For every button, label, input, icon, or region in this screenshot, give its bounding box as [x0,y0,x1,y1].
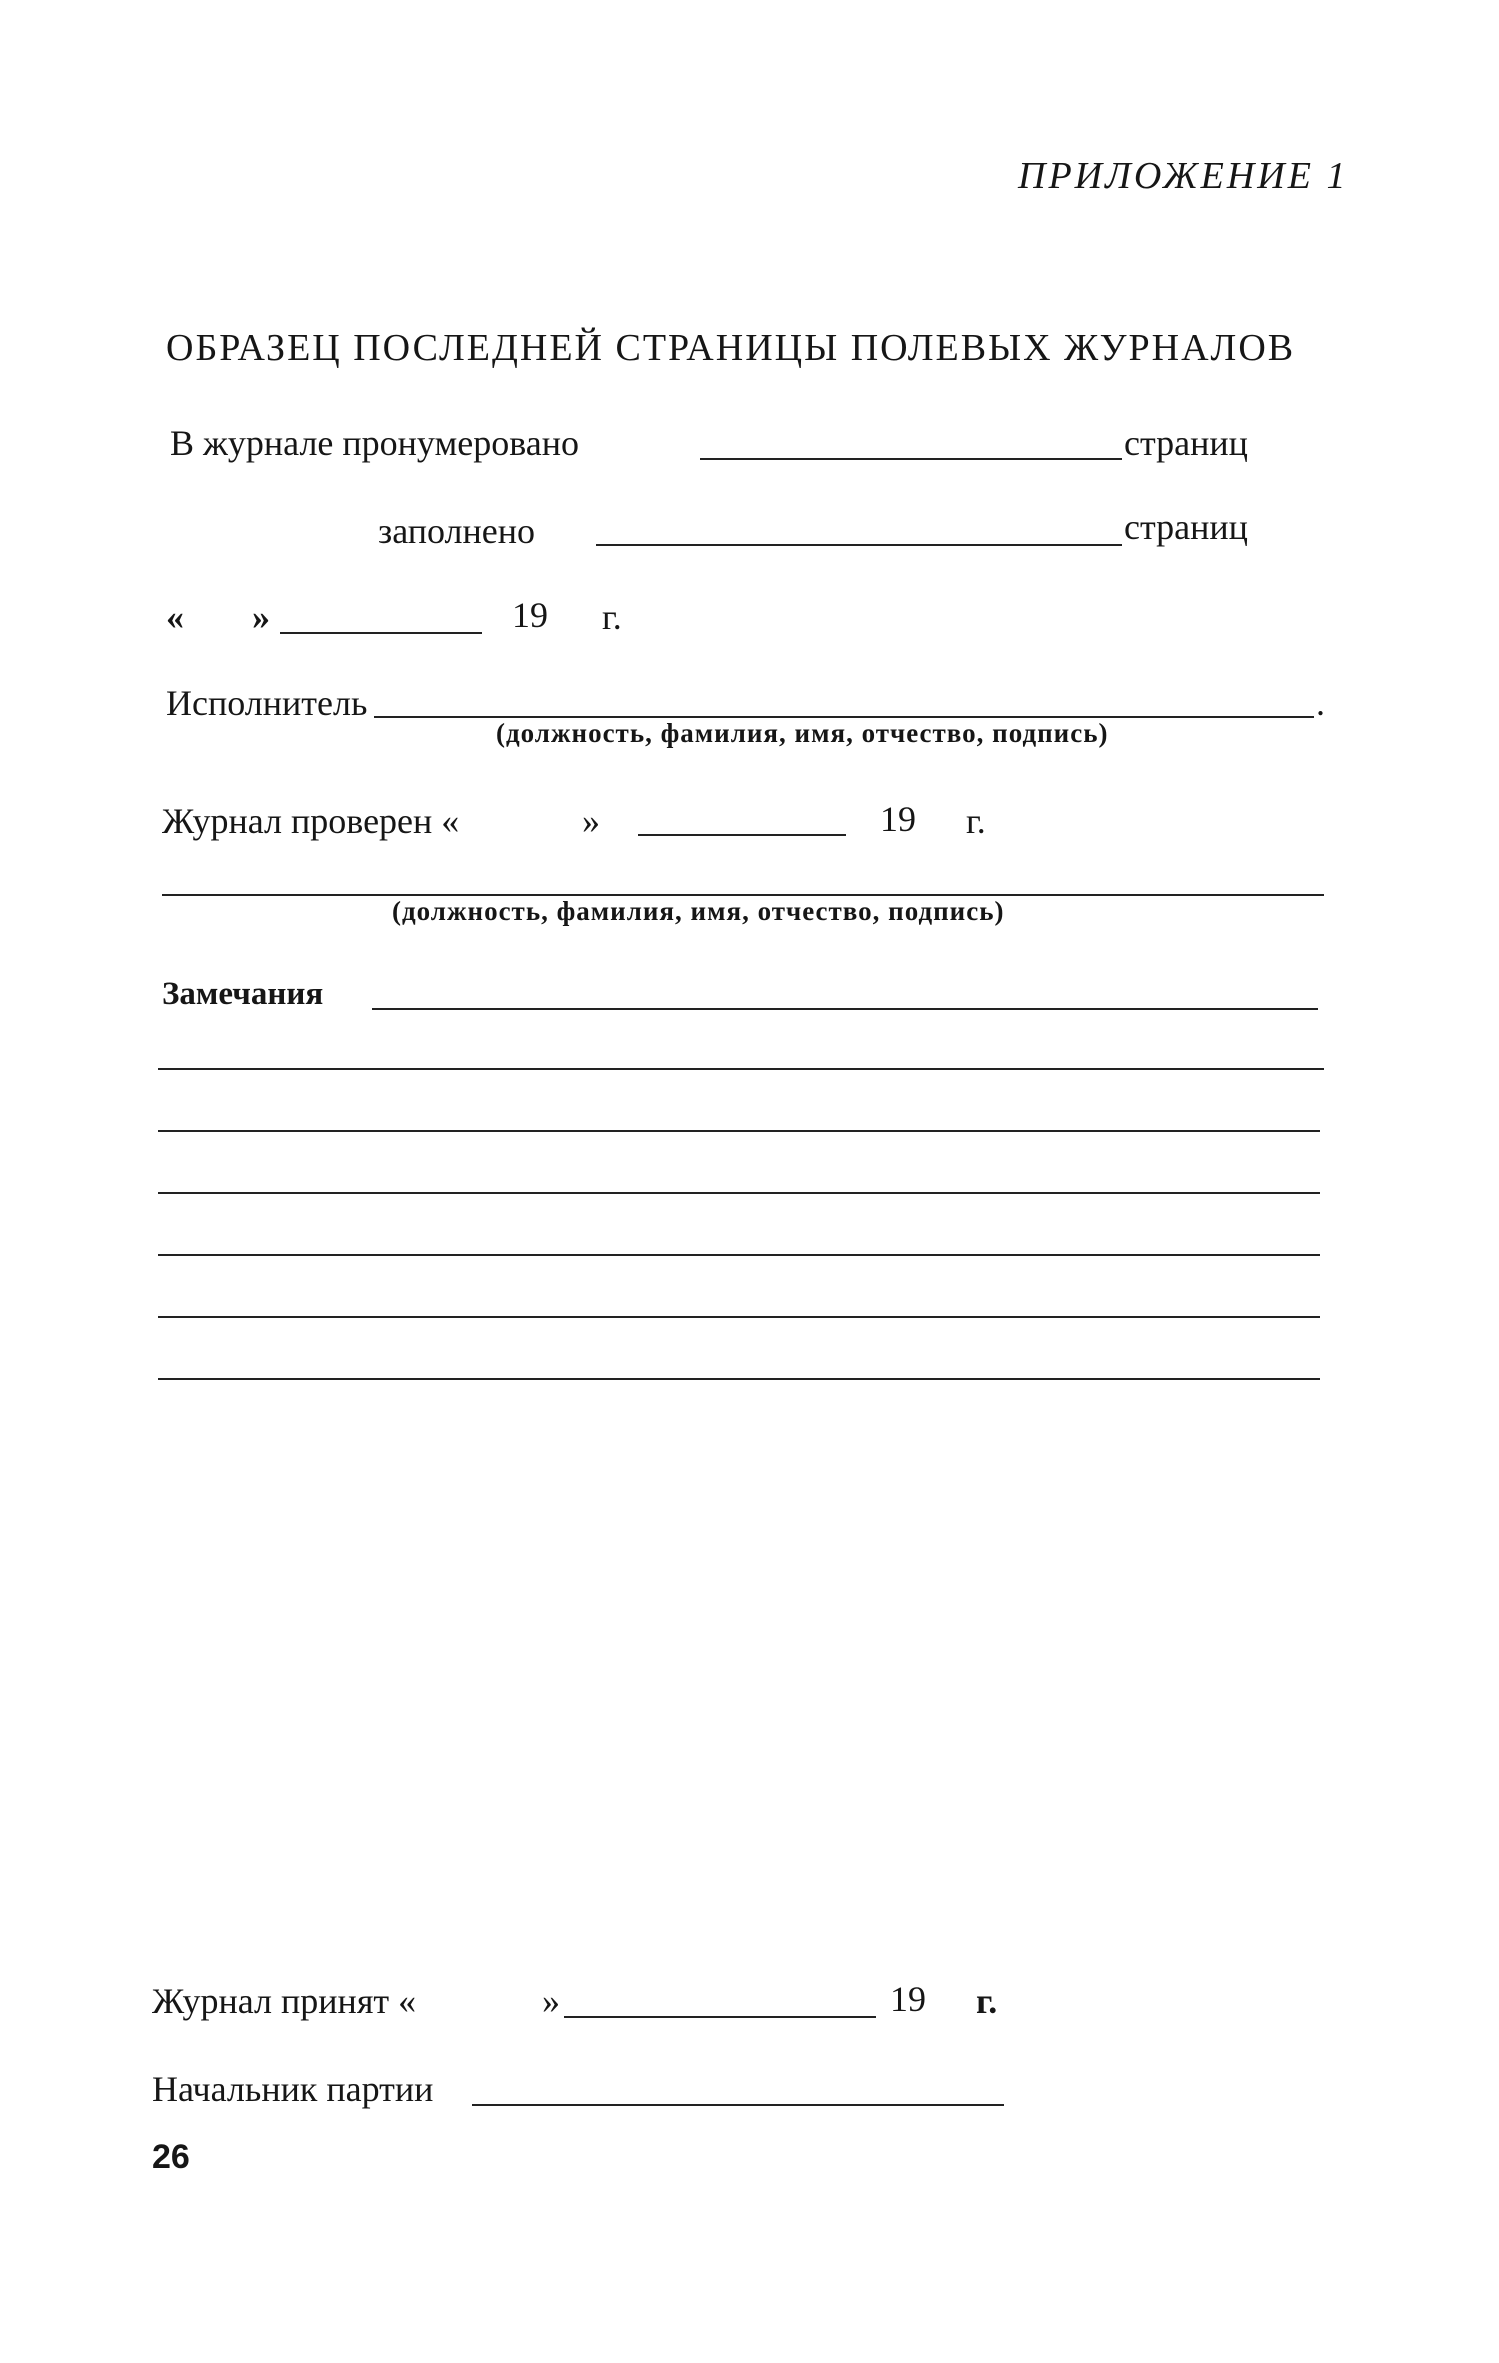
accepted-month-field[interactable] [564,2016,876,2018]
executor-label: Исполнитель [166,683,368,723]
date-month-field[interactable] [280,632,482,634]
executor-caption: (должность, фамилия, имя, отчество, подпись) [496,718,1109,748]
remarks-line-6[interactable] [158,1316,1320,1318]
executor-end: . [1316,683,1325,723]
numbered-label: В журнале пронумеровано [170,423,579,463]
date-close-quote: » [252,597,270,637]
accepted-label: Журнал принят « [152,1981,417,2021]
filled-unit: страниц [1124,507,1248,547]
remarks-line-4[interactable] [158,1192,1320,1194]
checked-label: Журнал проверен « [162,801,460,841]
accepted-year: 19 [890,1979,926,2019]
chief-label: Начальник партии [152,2069,434,2109]
remarks-line-1[interactable] [372,1008,1318,1010]
filled-pages-field[interactable] [596,544,1122,546]
checked-year: 19 [880,799,916,839]
remarks-label: Замечания [162,976,324,1012]
accepted-close-quote: » [542,1981,560,2021]
accepted-year-suffix: г. [976,1981,998,2021]
checked-year-suffix: г. [966,801,986,841]
appendix-label: ПРИЛОЖЕНИЕ 1 [1018,155,1349,197]
page-title: ОБРАЗЕЦ ПОСЛЕДНЕЙ СТРАНИЦЫ ПОЛЕВЫХ ЖУРНАЛОВ [166,327,1296,369]
date-open-quote: « [166,597,184,637]
remarks-line-7[interactable] [158,1378,1320,1380]
date-year-suffix: г. [602,597,622,637]
checked-caption: (должность, фамилия, имя, отчество, подпись) [392,896,1005,926]
checked-close-quote: » [582,801,600,841]
chief-signature-field[interactable] [472,2104,1004,2106]
remarks-line-5[interactable] [158,1254,1320,1256]
page-number: 26 [152,2138,190,2176]
filled-label: заполнено [378,511,535,551]
numbered-pages-field[interactable] [700,458,1122,460]
remarks-line-3[interactable] [158,1130,1320,1132]
remarks-line-2[interactable] [158,1068,1324,1070]
numbered-unit: страниц [1124,423,1248,463]
checked-month-field[interactable] [638,834,846,836]
date-year: 19 [512,595,548,635]
